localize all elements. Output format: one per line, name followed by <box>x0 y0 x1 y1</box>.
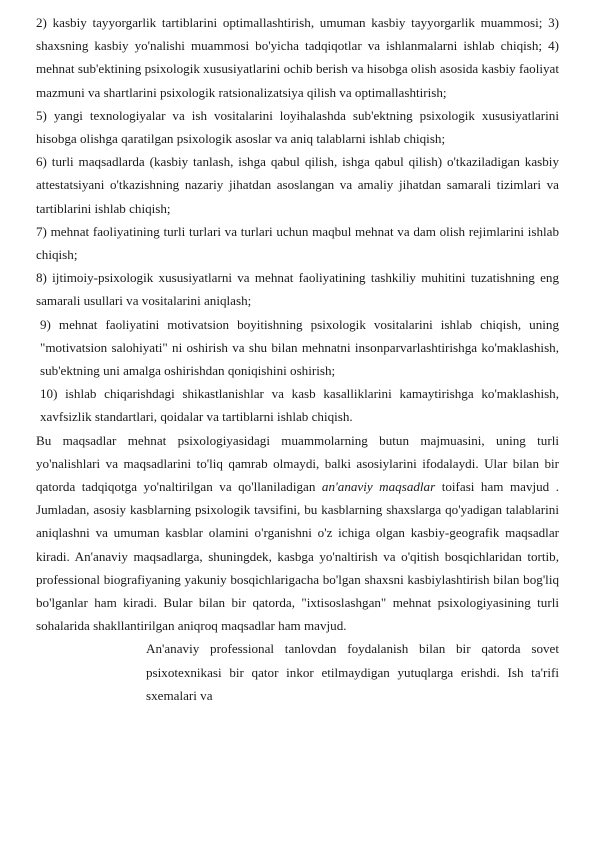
goals-text-start: Bu maqsadlar mehnat psixologiyasidagi muammolarning butun majmuasini, uning turli yo'nalishlari va maqsadlarini to'liq qamrab olmaydi, balki asosiylarini ifodalaydi. Ular bilan bir qatorda tadqiqotga yo'naltirilgan va qo'llaniladigan <box>36 432 559 495</box>
paragraph-item-5: 5) yangi texnologiyalar va ish vositalarini loyihalashda sub'ektning psixologik xususiyatlarini hisobga olishga qaratilgan psixologik asoslar va aniq talablarni ishlab chiqish; <box>36 107 559 147</box>
paragraph-item-6: 6) turli maqsadlarda (kasbiy tanlash, ishga qabul qilish, ishga qabul qilish) o'tkaziladigan kasbiy attestatsiyani o'tkazishning nazariy jihatdan asoslangan va amaliy jihatdan samarali tizimlari va tartiblarini ishlab chiqish; <box>36 154 559 216</box>
paragraph-item-8: 8) ijtimoiy-psixologik xususiyatlarni va mehnat faoliyatining tashkiliy muhitini tuzatishning eng samarali usullari va vositalarini aniqlash; <box>36 270 559 309</box>
paragraph-last: An'anaviy professional tanlovdan foydalanish bilan bir qatorda sovet psixotexnikasi bir qator inkor etilmaydigan yutuqlarga erishdi. Ish ta'rifi sxemalari va <box>146 641 559 703</box>
goals-text-end: toifasi ham mavjud . Jumladan, asosiy kasblarning psixologik tavsifini, bu kasblarning shaxslarga qo'yadigan talablarini aniqlashni va umuman kasblar olamini o'rganishni o'z ichiga olgan kasbiy-geografik maqsadlar kiradi. An'anaviy maqsadlarga, shuningdek, kasbga yo'naltirish va o'qitish bosqichlaridan tortib, professional biografiyaning yakuniy bosqichlarigacha bo'lgan shaxsni kasbiylashtirish bilan bog'liq bo'lganlar ham kiradi. Bular bilan bir qatorda, "ixtisoslashgan" mehnat psixologiyasining turli sohalarida shakllantirilgan aniqroq maqsadlar ham mavjud. <box>36 479 559 634</box>
paragraph-items-2-4: 2) kasbiy tayyorgarlik tartiblarini optimallashtirish, umuman kasbiy tayyorgarlik muammosi; 3) shaxsning kasbiy yo'nalishi muammosi bo'yicha tadqiqotlar va ishlanmalarni ishlab chiqish; 4) mehnat sub'ektining psixologik xususiyatlarini ochib berish va hisobga olish asosida kasbiy faoliyat mazmuni va shartlarini psixologik ratsionalizatsiya qilish va optimallashtirish; <box>36 15 559 100</box>
paragraph-item-7: 7) mehnat faoliyatining turli turlari va turlari uchun maqbul mehnat va dam olish rejimlarini ishlab chiqish; <box>36 223 559 263</box>
paragraph-goals <box>36 429 559 638</box>
paragraph-item-9: 9) mehnat faoliyatini motivatsion boyitishning psixologik vositalarini ishlab chiqish, uning "motivatsion salohiyati" ni oshirish va shu bilan mehnatni insonparvarlashtirishga ko'maklashish, sub'ektning uni amalga oshirishdan qoniqishini oshirish; <box>40 316 559 379</box>
document-page <box>36 11 559 707</box>
goals-text-italic: an'anaviy maqsadlar <box>321 479 436 495</box>
paragraph-item-10: 10) ishlab chiqarishdagi shikastlanishlar va kasb kasalliklarini kamaytirishga ko'maklashish, xavfsizlik standartlari, qoidalar va tartiblarni ishlab chiqish. <box>40 386 559 425</box>
